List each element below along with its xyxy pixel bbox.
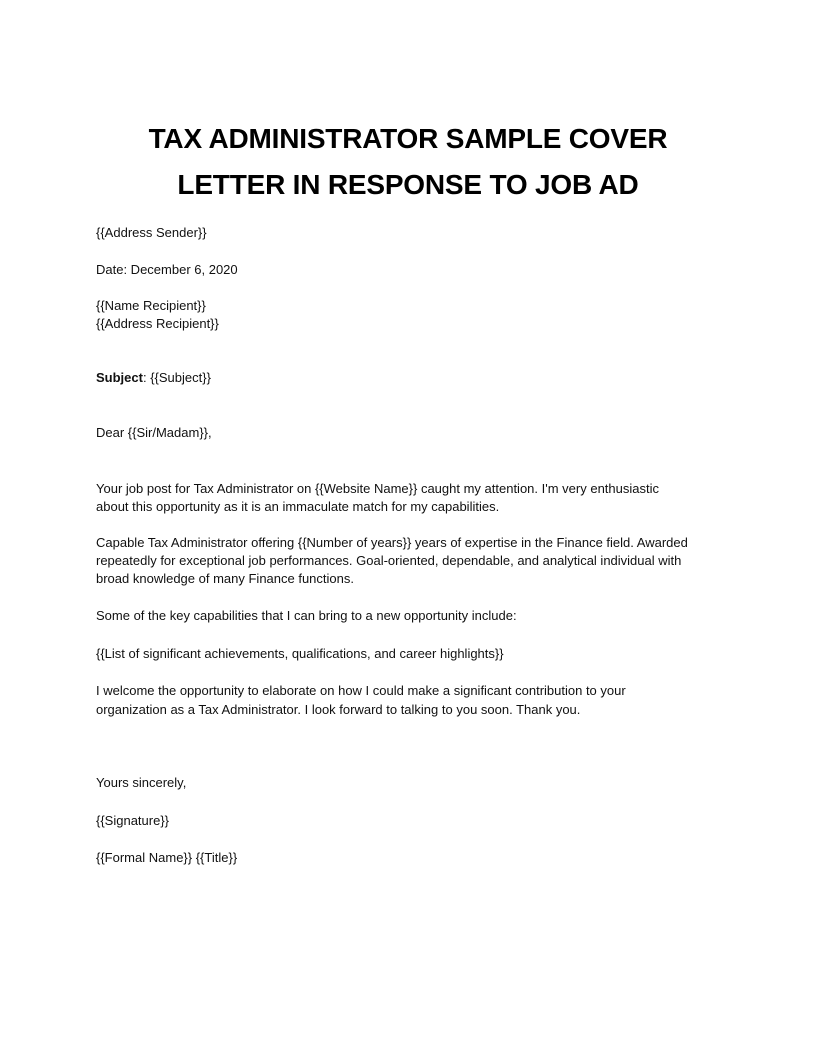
paragraph-2-line-2: repeatedly for exceptional job performances. Goal-oriented, dependable, and analytical individual with <box>96 553 682 568</box>
title-line-2: LETTER IN RESPONSE TO JOB AD <box>177 169 639 200</box>
signature-placeholder: {{Signature}} <box>96 813 170 828</box>
address-recipient: {{Address Recipient}} <box>96 316 219 331</box>
paragraph-2-line-3: broad knowledge of many Finance functions. <box>96 571 354 586</box>
document-title <box>96 116 720 208</box>
letter-date: Date: December 6, 2020 <box>96 262 238 277</box>
subject-label: Subject <box>96 370 143 385</box>
subject-value: : {{Subject}} <box>142 370 211 385</box>
paragraph-4-placeholder: {{List of significant achievements, qualifications, and career highlights}} <box>96 646 504 661</box>
paragraph-5-line-2: organization as a Tax Administrator. I look forward to talking to you soon. Thank you. <box>96 702 581 717</box>
paragraph-2-line-1: Capable Tax Administrator offering {{Number of years}} years of expertise in the Finance field. Awarded <box>96 535 688 550</box>
formal-name-title: {{Formal Name}} {{Title}} <box>96 850 238 865</box>
name-recipient: {{Name Recipient}} <box>96 298 206 313</box>
address-sender: {{Address Sender}} <box>96 225 207 240</box>
paragraph-1-line-1: Your job post for Tax Administrator on {{Website Name}} caught my attention. I'm very enthusiastic <box>96 481 659 496</box>
paragraph-3: Some of the key capabilities that I can bring to a new opportunity include: <box>96 608 517 623</box>
title-line-1: TAX ADMINISTRATOR SAMPLE COVER <box>148 123 668 154</box>
salutation: Dear {{Sir/Madam}}, <box>96 425 212 440</box>
closing: Yours sincerely, <box>96 775 187 790</box>
subject-line <box>96 369 211 387</box>
paragraph-1-line-2: about this opportunity as it is an immaculate match for my capabilities. <box>96 499 500 514</box>
paragraph-5-line-1: I welcome the opportunity to elaborate on how I could make a significant contribution to your <box>96 683 626 698</box>
